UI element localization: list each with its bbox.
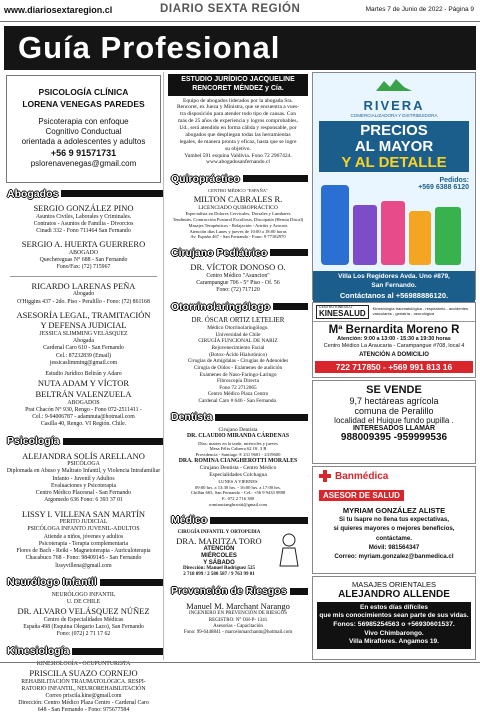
listing [4, 507, 163, 572]
listing-name: SERGIO GONZÁLEZ PINO [33, 203, 134, 213]
rivera-line: AL MAYOR [354, 137, 434, 155]
listing-name: Y DEFENSA JUDICIAL [40, 320, 127, 331]
listing [168, 599, 308, 639]
banmedica-line: contáctame. [375, 534, 413, 542]
listing-line: Cel.: 87232839 (Email) [56, 352, 111, 359]
listing-line: Chillán 665, San Fernando - Cel.: +56 9 9433 9888 [190, 490, 286, 496]
section-cirujano [168, 245, 308, 260]
rivera-address: Villa Los Regidores Avda. Uno #879, [338, 273, 450, 281]
listing-line: Estudio Jurídico Beltrán y Adaro [45, 371, 122, 378]
listing-line[interactable]: rominacianghrrotti@gmail.com [208, 501, 268, 507]
banmedica-line: Si tu Isapre no llena tus expectativas, [338, 516, 450, 523]
listing-line: ATENCIÓN [203, 546, 235, 553]
section-heading: Abogados [4, 188, 61, 200]
section-riesgos [168, 584, 308, 599]
listing-line: Fono: (072) 2 71 17 62 [56, 631, 111, 638]
kinesalud-logo: CENTRO KINESICO [319, 305, 353, 309]
listing-name: ALEJANDRA SOLÍS ARELLANO [22, 450, 145, 461]
listing [4, 308, 163, 369]
rivera-line: PRECIOS [360, 122, 428, 139]
listing [168, 528, 308, 581]
site-url[interactable]: www.diariosextaregion.cl [4, 5, 113, 15]
listing [168, 425, 308, 510]
listing-line: RATORIO INFANTIL, NEUROREHABILITACIÓN [21, 685, 146, 692]
middle-column [168, 72, 308, 660]
ad-line: abogados que despliegan todas las herramientas [185, 131, 291, 138]
listing-line: Casilla 40, Rengo. VI Región. Chile. [40, 421, 127, 428]
listing-line: Dirección: Manuel Rodríguez 525 [183, 566, 255, 572]
listing-line: O'Higgins 437 - 2do. Piso - Peralillo - Fono: (72) 861168 [17, 298, 150, 305]
listing-line: Médico Otorrinolaringólogo. [207, 325, 269, 332]
listing-name: ASESORÍA LEGAL, TRAMITACIÓN [16, 309, 151, 320]
listing-name: Manuel M. Marchant Narango [186, 600, 290, 611]
listing-line: Masajes Terapéuticos - Relajación - Artritis y Artrosis [188, 222, 288, 228]
listing-line[interactable]: jessicaslimming@gmail.com [49, 359, 118, 366]
listing-line: CENTRO MÉDICO "ESPAÑA" [208, 188, 268, 194]
se-vende-line: INTERESADOS LLAMAR [352, 425, 436, 432]
masajes-line: Vivo Chimbarongo. [364, 629, 424, 637]
listing-line: Evaluaciones y Psicoterapia [50, 482, 117, 489]
listing-line: Mesa Félix Cabrera 62 Of. 3 B [209, 446, 267, 452]
listing-line: Quechereguas N° 688 - San Fernando [39, 257, 128, 264]
listing-line: MIÉRCOLES [201, 552, 237, 559]
listing-line: Fono: (72) 717120 [216, 287, 260, 294]
listing-line: Exámenes de Naso-Faringo-Laringo [199, 371, 277, 378]
rivera-logo: RIVERA [363, 98, 425, 113]
listing-line: España 498 (Esquina Olegario Lazo), San Fernando [23, 624, 144, 631]
banmedica-ad [312, 466, 476, 574]
listing-line[interactable]: Fono: 99-6448841 - marcelomarchantn@hotmail.com [183, 630, 293, 636]
section-heading: Prevención de Riesgos [168, 585, 290, 597]
listing-line: INGENIERO EN PREVENCIÓN DE RIESGOS [188, 611, 288, 617]
listing-line: Fono 72 2712065 [219, 384, 257, 391]
ad-line: su objetivo. [225, 145, 251, 152]
listing-line: CIRUGÍA FUNCIONAL DE NARIZ [198, 338, 278, 345]
masajes-line: Villa Miraflores. Angamos 19. [349, 638, 439, 646]
masajes-line: que mis conocimientos sean parte de sus vidas. [319, 612, 469, 620]
kinesalud-line: Centro Médico La Araucaria - Carampangue #708, local 4 [323, 343, 465, 350]
listing-name: NUTA ADAM Y VÍCTOR [37, 378, 130, 389]
masajes-phone: Fonos: 56985254563 o +56930601537. [333, 620, 455, 628]
listing-name: BELTRÁN VALENZUELA [35, 389, 132, 400]
listing-line: KINESIOLOGÍA - OCUPUNTURISTA [36, 660, 131, 667]
section-psicologia [4, 434, 163, 449]
listing-line: Especialidades Colchagua [209, 471, 267, 478]
listing-line[interactable]: lissyvillena@gmail.com [55, 562, 112, 569]
listing-line: Y SÁBADO [203, 559, 235, 566]
rivera-sub: COMERCIALIZADORA Y DISTRIBUIDORA [350, 113, 438, 118]
listing-line: Cirujano Dentista [218, 426, 258, 433]
listing-line: F.: 072 2 716 380 [221, 496, 255, 502]
listing-line: Infanto - Juvenil y Adultos [52, 475, 115, 482]
section-heading: Psicología [4, 435, 63, 447]
heading-line: ESTUDIO JURÍDICO JACQUELINE [181, 76, 295, 83]
listing-line: Fono/Fax: (72) 715967 [56, 264, 111, 271]
page-header [0, 0, 480, 22]
page-footer [0, 662, 480, 670]
listing-line: Cirugías de Amígdalas - Cirugías de Adenoides [187, 358, 289, 365]
section-kinesiologia [4, 644, 163, 659]
listing-line: Centro Médico Plaza Centro [207, 391, 269, 398]
ad-name: LORENA VENEGAS PAREDES [22, 99, 145, 110]
listing-line: PSICÓLOGA [67, 461, 100, 468]
listing [4, 279, 163, 308]
heading-line: RENCORET MÉNDEZ y Cía. [192, 84, 284, 92]
guide-banner: Guía Profesional [4, 26, 476, 70]
listing-name: LISSY I. VILLENA SAN MARTÍN [22, 508, 145, 519]
banmedica-line: si quieres mayores o mejores beneficios, [333, 525, 455, 533]
banmedica-line: Móvil: 981564347 [368, 543, 420, 551]
listing [4, 201, 163, 237]
listing-line: Abogado [72, 291, 95, 298]
listing-line: Abogada [73, 338, 94, 345]
masthead: DIARIO SEXTA REGIÓN [160, 3, 301, 15]
kinesalud-desc: Kinesiología traumatológica - respiratorio - accidentes vasculares - geriatría - neurológica [372, 306, 469, 316]
page-date: Martes 7 de Junio de 2022 - Página 9 [365, 6, 474, 13]
listing-line: Asuntos Civiles, Laborales y Criminales. [35, 213, 132, 220]
listing-line: NEURÓLOGO INFANTIL [51, 591, 116, 598]
ad-line: tra disposición para atender todo tipo de causas. Con [180, 111, 296, 118]
se-vende-phone: 988009395 -959999536 [340, 432, 448, 443]
listing [168, 260, 308, 296]
section-dentista [168, 410, 308, 425]
listing [4, 237, 163, 273]
estudio-ad [168, 96, 308, 169]
listing-line: Psicoterapia - Terapia complementaria [38, 540, 129, 547]
listing-line: 09:00 hrs. a 13:30 hrs. - 16:00 hrs. a 17:00 hrs. [195, 484, 281, 490]
listing-line: Av. España 467 - San Fernando - Fono: 9 77182970 [190, 234, 286, 240]
psicologia-clinica-ad [6, 75, 161, 183]
listing-line: Argomedo 636 Fono: 6 393 37 01 [44, 497, 123, 504]
listing-line: Tendinitis, Contracción Postural Escoliosis, Discopatía (Hernia Discal) [172, 217, 304, 223]
rivera-ad [312, 72, 476, 300]
listing [4, 449, 163, 507]
listing-line: U. DE CHILE [66, 599, 101, 606]
estudio-heading [168, 74, 308, 96]
section-otorrino [168, 299, 308, 314]
ad-line: Ud., será atendido en forma cálida y responsable, por [179, 125, 297, 131]
listing-line: Días: martes en la tarde, miércoles y jueves [198, 440, 278, 446]
listing-line: Dirección: Centro Médico Plaza Centro - Cardenal Caro [18, 700, 149, 707]
se-vende-line: 9,7 hectáreas agrícola [349, 396, 439, 406]
masajes-name: ALEJANDRO ALLENDE [338, 589, 450, 600]
ad-line: Psicoterapia con enfoque [38, 116, 129, 126]
listing-line: CIRUGÍA INFANTIL Y ORTOPEDIA [177, 529, 261, 535]
banmedica-email[interactable]: Correo: myriam.gonzalez@banmedica.cl [334, 553, 454, 561]
listing-name: DR. ÓSCAR ORTIZ LETELIER [191, 316, 285, 325]
listing-line: Carampangue 706 - 5° Piso - Of. 56 [196, 280, 280, 287]
listing-name: DR. ALVARO VELÁSQUEZ NÚÑEZ [17, 606, 150, 617]
kinesalud-line: Atención: 9:00 a 13:00 - 15:30 a 19:30 horas [337, 335, 451, 342]
listing [4, 590, 163, 641]
listing-line: Flores de Bach - Reiki - Magnetoterapia - Auriculoterapia [16, 548, 151, 555]
kinesalud-ad [312, 302, 476, 378]
ad-line: Rencoret, ex Jueza y Ministra, que se encuentra a vues- [176, 104, 300, 111]
ad-line: Equipo de abogados liderados por la abogada Sra. [183, 97, 293, 104]
se-vende-line: localidad el Huique fundo pupilla . [334, 416, 454, 425]
listing-line: Cardenal Caro # 646 - San Fernando. [198, 397, 278, 404]
section-heading: Neurólogo Infantil [4, 576, 100, 588]
banmedica-tag: ASESOR DE SALUD [319, 490, 404, 501]
section-heading: Quiropráctico [168, 173, 243, 185]
ad-line: Yumbel 591 esquina Valdivia. Fono 72 2967424. [184, 152, 292, 159]
listing-line: Cinadi 332 - Fono 711464 San Fernando [36, 228, 131, 235]
listing-line: Providencia - Santiago ® 231 9601 - 2319600 [195, 452, 281, 458]
listing-line: Cardenal Caro 610 - San Fernando [43, 345, 124, 352]
listing-line: Centro Médico "Asuncion" [206, 272, 270, 279]
se-vende-line: comuna de Peralillo [354, 406, 434, 416]
listing-line: Rejuvenecimiento Facial [211, 345, 265, 352]
listing-line: Universidad de Chile [215, 331, 261, 338]
se-vende-title: SE VENDE [366, 384, 422, 396]
kinesalud-line: ATENCIÓN A DOMICILIO [359, 351, 429, 358]
se-vende-ad [312, 380, 476, 464]
listing-line: ABOGADO [69, 249, 98, 256]
listing-line: 648 - San Fernando - Fono: 975677584 [37, 707, 130, 714]
listing-name: RICARDO LARENAS PEÑA [31, 280, 136, 291]
listing-line[interactable]: Correo priscila.kine@gmail.com [45, 693, 122, 700]
rivera-logo-icon [374, 77, 414, 93]
listing-line: Especialista en Dolores Cervicales, Dorsales y Lumbares [185, 211, 291, 217]
listing-line: Atiende a niños, jóvenes y adultos [43, 533, 124, 540]
listing-line: REHABILITACIÓN TRAUMATOLÓGICA. RESPI- [21, 678, 146, 685]
listing-name: MILTON CABRALES R. [193, 193, 283, 204]
kinesalud-name: Mª Bernardita Moreno R [328, 323, 460, 336]
listing-line: PSICÓLOGA INFANTO JUVENIL-ADULTOS [27, 526, 140, 533]
listing-line: Fibroscopía Directa [217, 378, 259, 385]
listing-line: Atención días Lunes y jueves de 10:00 a 18:00 horas [189, 228, 287, 234]
banmedica-logo: Banmédica [335, 470, 389, 482]
ad-url[interactable]: www.abogadosanfernando.cl [206, 159, 270, 166]
listing-line: Prat Chacón N° 930, Rengo - Fono 072-2511411 - [25, 406, 142, 413]
ad-phone: +56 9 91571731 [50, 147, 117, 158]
listing-line: Cirugía de Oídos - Exámenes de audición [193, 364, 283, 371]
listing-line: LUNES A VIERNES [218, 478, 258, 484]
listing-name: DR. CLAUDIO MIRANDA CÁRDENAS [186, 433, 290, 440]
section-heading: Cirujano Pediátrico [168, 247, 270, 259]
rivera-phone: +569 6388 6120 [418, 184, 469, 192]
listing [4, 369, 163, 430]
section-quiropractico [168, 171, 308, 186]
listing-name: SERGIO A. HUERTA GUERRERO [21, 239, 146, 250]
section-heading: Otorrinolaringólogo [168, 301, 273, 313]
rivera-contact: Contáctanos al +56988886120. [339, 290, 449, 300]
section-heading: Kinesiología [4, 645, 72, 657]
listing-name: DR. VÍCTOR DONOSO O. [190, 262, 286, 273]
listing-name: DRA. ROMINA CIANGHEROTTI MORALES [178, 457, 298, 464]
listing-line: ABOGADOS [67, 399, 100, 406]
masajes-line: En estos días difíciles [360, 604, 428, 611]
ad-email[interactable]: pslorenavenegas@gmail.com [30, 159, 137, 169]
section-heading: Dentista [168, 411, 215, 423]
listing-name: DRA. MARITZA TORO [176, 535, 262, 546]
listing-line: 2 718 099 / 2 580 587 / 9 763 99 01 [183, 572, 255, 578]
ad-title: PSICOLOGÍA CLÍNICA [38, 87, 129, 97]
listing-line: Cel.: 9-94006787 - adamnuta@hotmail.com [32, 414, 135, 421]
ad-line: orientada a adolescentes y adultos [21, 137, 146, 147]
kinesalud-logo: KINESALUD [319, 308, 366, 318]
listing-line: Centro de Especialidades Médicas [43, 616, 124, 623]
listing [168, 314, 308, 406]
listing [168, 186, 308, 242]
section-medico [168, 513, 308, 528]
ad-line: Cognitivo Conductual [45, 127, 122, 137]
masajes-ad [312, 576, 476, 660]
section-abogados [4, 186, 163, 201]
listing-line: (Botox-Ácido Hialurónico) [209, 351, 267, 358]
banmedica-logo-icon [319, 470, 331, 482]
listing-line: Diplomada en Abuso y Maltrato Infantil, y Violencia Intrafamiliar [6, 468, 161, 475]
listing-line: LICENCIADO QUIROPRÁCTICO [198, 204, 278, 211]
rivera-pedidos: Pedidos: [439, 177, 469, 185]
rivera-address: San Fernando. [371, 282, 417, 290]
listing-line: Chacabuco 768 - Fono: 98409145 - San Fernando [25, 555, 142, 562]
listing-line: JESSICA SLIMMING VELÁSQUEZ [39, 331, 128, 337]
listing-name: PRISCILA SUAZO CORNEJO [29, 667, 138, 678]
child-illustration-icon [274, 532, 304, 568]
listing-line: Asesorías - Capacitación [213, 623, 263, 629]
ad-line: más de 25 años de experiencia y logros comprobables, [178, 118, 298, 125]
left-column [4, 72, 164, 714]
ad-line: legales, de manera pronta y eficaz, hasta que se logre [179, 138, 297, 145]
masajes-title: MASAJES ORIENTALES [351, 580, 437, 589]
listing-line: REGISTRO: N° OH-P- 1341 [208, 617, 268, 623]
banmedica-name: MYRIAM GONZÁLEZ ALISTE [342, 506, 446, 515]
section-neurologo [4, 575, 163, 590]
listing-line: PERITO JUDICIAL [59, 519, 108, 526]
section-heading: Médico [168, 514, 210, 526]
listing-line: Centro Médico Placesnal - San Fernando [35, 490, 132, 497]
rivera-line: Y AL DETALLE [341, 153, 447, 171]
kinesalud-phone: 722 717850 - +569 991 813 16 [315, 361, 473, 373]
listing-line: Contratos - Asuntos de Familia - Divorcios [33, 220, 134, 227]
listing-line: Cirujano Dentista - Centro Médico [199, 465, 277, 472]
